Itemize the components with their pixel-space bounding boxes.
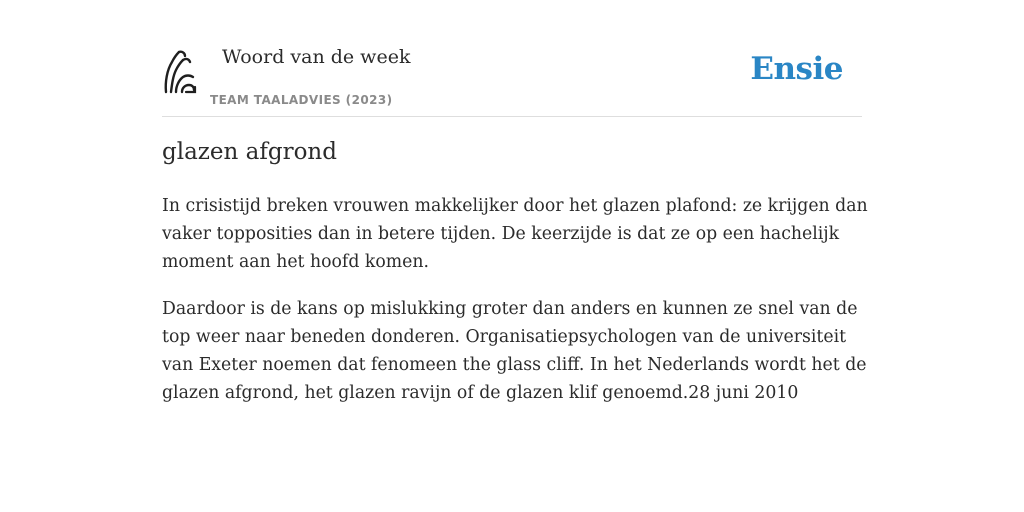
brand-logo[interactable]: Ensie: [750, 51, 843, 87]
lion-logo-icon[interactable]: [162, 48, 198, 96]
header: [162, 40, 862, 117]
paragraph: In crisistijd breken vrouwen makkelijker door het glazen plafond: ze krijgen dan vaker topposities dan in betere tijden. De keerzijde is dat ze op een hachelijk moment aan het hoofd komen.: [162, 196, 868, 272]
series-title[interactable]: Woord van de week: [222, 46, 411, 68]
article-body: [162, 192, 872, 426]
article-title: glazen afgrond: [162, 139, 337, 165]
author-byline: TEAM TAALADVIES (2023): [210, 93, 393, 107]
paragraph: Daardoor is de kans op mislukking groter dan anders en kunnen ze snel van de top weer naar beneden donderen. Organisatiepsychologen van de universiteit van Exeter noemen dat fenomeen the glass cliff. In het Nederlands wordt het de glazen afgrond, het glazen ravijn of de glazen klif genoemd.28 juni 2010: [162, 299, 867, 403]
